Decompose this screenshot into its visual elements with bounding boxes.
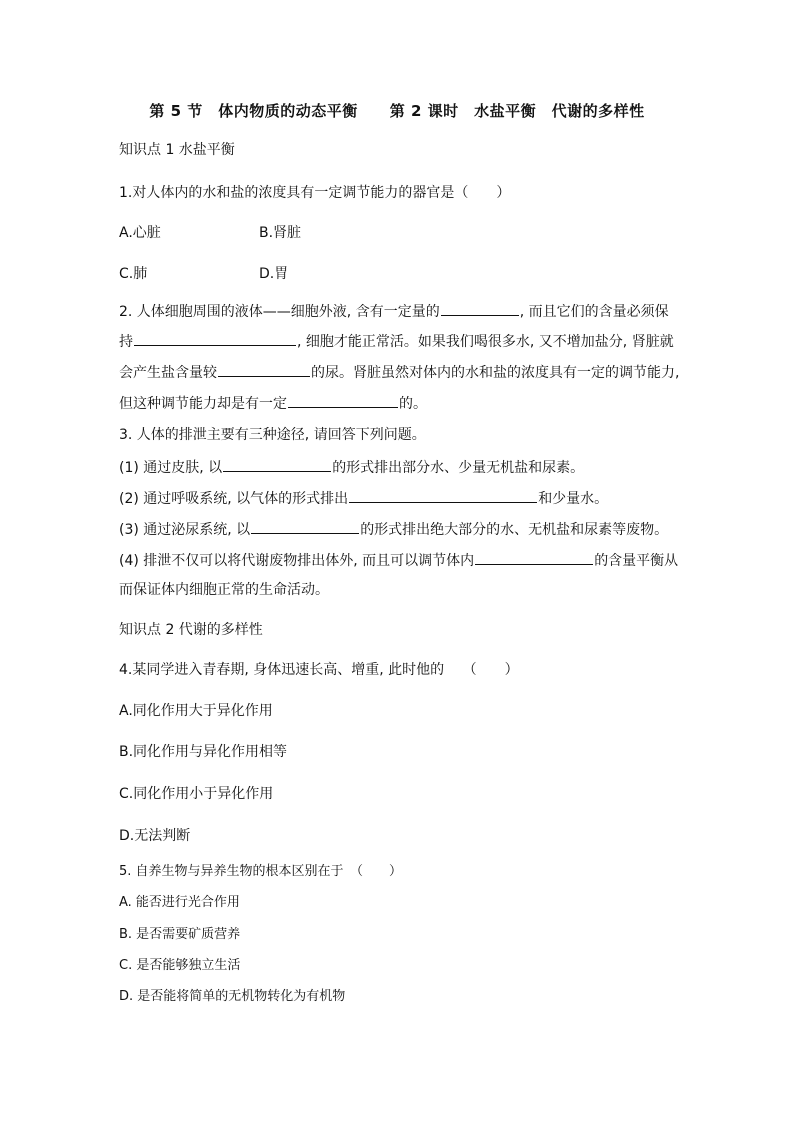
question-3-part-1: (1) 通过皮肤, 以 的形式排出部分水、少量无机盐和尿素。: [119, 457, 584, 478]
question-3-stem: 3. 人体的排泄主要有三种途径, 请回答下列问题。: [119, 427, 426, 443]
answer-blank[interactable]: [288, 393, 398, 408]
question-5-option-a: A. 能否进行光合作用: [119, 895, 240, 910]
question-4-option-c: C.同化作用小于异化作用: [119, 786, 274, 802]
page-title: [0, 100, 794, 121]
question-4-option-a: A.同化作用大于异化作用: [119, 703, 273, 719]
question-1-option-d: D.胃: [259, 266, 289, 282]
question-4-option-d: D.无法判断: [119, 828, 191, 844]
section-title: 第 5 节 体内物质的动态平衡: [149, 102, 358, 120]
question-5-stem: 5. 自养生物与异养生物的根本区别在于 （ ）: [119, 864, 403, 879]
lesson-title: 第 2 课时 水盐平衡 代谢的多样性: [389, 102, 645, 120]
knowledge-point-1-heading: 知识点 1 水盐平衡: [119, 142, 235, 158]
question-3-part-4-continued: 而保证体内细胞正常的生命活动。: [119, 582, 329, 598]
knowledge-point-2-heading: 知识点 2 代谢的多样性: [119, 622, 263, 638]
answer-blank[interactable]: [223, 457, 331, 472]
question-2-line-4: 但这种调节能力却是有一定 的。: [119, 393, 427, 414]
question-3-part-4: (4) 排泄不仅可以将代谢废物排出体外, 而且可以调节体内 的含量平衡从: [119, 550, 678, 571]
question-5-option-c: C. 是否能够独立生活: [119, 958, 241, 973]
question-4-option-b: B.同化作用与异化作用相等: [119, 744, 288, 760]
answer-blank[interactable]: [441, 301, 519, 316]
answer-blank[interactable]: [251, 519, 359, 534]
answer-blank[interactable]: [475, 550, 593, 565]
question-1-option-b: B.肾脏: [259, 225, 302, 241]
question-2-line-3: 会产生盐含量较 的尿。肾脏虽然对体内的水和盐的浓度具有一定的调节能力,: [119, 362, 679, 383]
question-2-line-1: 2. 人体细胞周围的液体——细胞外液, 含有一定量的 , 而且它们的含量必须保: [119, 301, 669, 322]
question-1-option-a: A.心脏: [119, 225, 161, 241]
question-5-option-b: B. 是否需要矿质营养: [119, 927, 241, 942]
question-5-option-d: D. 是否能将简单的无机物转化为有机物: [119, 989, 346, 1004]
question-1-option-c: C.肺: [119, 266, 148, 282]
question-2-line-2: 持 , 细胞才能正常活。如果我们喝很多水, 又不增加盐分, 肾脏就: [119, 331, 674, 352]
answer-blank[interactable]: [218, 362, 310, 377]
question-3-part-3: (3) 通过泌尿系统, 以 的形式排出绝大部分的水、无机盐和尿素等废物。: [119, 519, 668, 540]
question-4-stem: 4.某同学进入青春期, 身体迅速长高、增重, 此时他的 （ ）: [119, 662, 519, 678]
question-1-stem: 1.对人体内的水和盐的浓度具有一定调节能力的器官是（ ）: [119, 185, 511, 201]
question-3-part-2: (2) 通过呼吸系统, 以气体的形式排出 和少量水。: [119, 488, 608, 509]
answer-blank[interactable]: [134, 331, 296, 346]
answer-blank[interactable]: [349, 488, 537, 503]
